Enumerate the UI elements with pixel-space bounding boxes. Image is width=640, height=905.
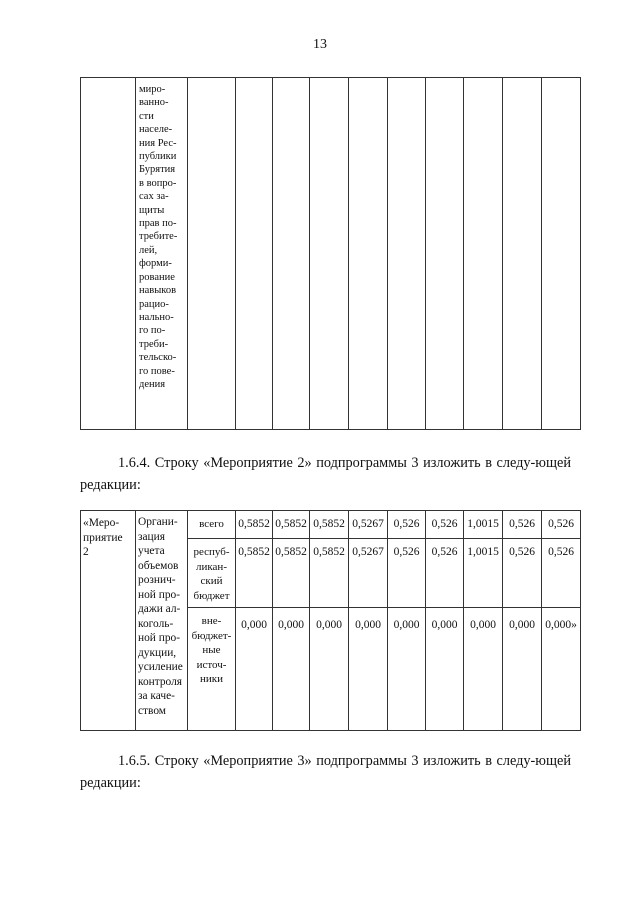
table-cell-empty — [349, 78, 388, 430]
value-cell: 0,5852 — [236, 539, 273, 608]
text-line: населе- — [139, 124, 173, 136]
value-cell: 0,5267 — [349, 539, 388, 608]
text-line: Бурятия — [139, 164, 176, 176]
value-cell: 0,000 — [236, 608, 273, 731]
funding-source-cell — [188, 511, 236, 539]
text-line: за каче- — [138, 690, 175, 702]
text-line: приятие — [83, 531, 123, 544]
table-cell-empty — [273, 78, 310, 430]
text-line: дукции, — [138, 646, 177, 659]
text-line: контроля — [138, 675, 183, 688]
text-line: бюджет — [193, 589, 230, 602]
text-line: нально- — [139, 311, 174, 323]
value-cell: 0,5852 — [273, 539, 310, 608]
value-cell: 0,526 — [388, 539, 426, 608]
text-line: ством — [138, 704, 167, 717]
table-cell-empty — [388, 78, 426, 430]
text-line: рацио- — [139, 298, 169, 310]
measure-name-cell — [81, 511, 136, 731]
value-cell: 0,526 — [503, 539, 542, 608]
text-line: «Меро- — [83, 517, 120, 529]
text-line: ния Рес- — [139, 137, 177, 149]
table-cell-empty — [464, 78, 503, 430]
text-line: миро- — [139, 84, 166, 95]
value-cell: 0,5852 — [310, 511, 349, 539]
table-cell-empty — [426, 78, 464, 430]
table-cell-empty — [81, 78, 136, 430]
text-line: бюджет- — [191, 629, 232, 642]
value-cell: 0,526 — [542, 539, 581, 608]
text-line: ники — [199, 673, 223, 685]
table-row — [81, 511, 581, 539]
text-line: го по- — [139, 325, 166, 337]
value-cell: 0,000 — [310, 608, 349, 731]
text-line: сти — [139, 110, 154, 122]
table-cell-description — [136, 78, 188, 430]
text-line: лей, — [139, 244, 158, 256]
text-line: источ- — [196, 658, 227, 671]
value-cell: 0,5852 — [236, 511, 273, 539]
text-line: объемов — [138, 559, 179, 572]
value-cell: 0,526 — [388, 511, 426, 539]
text-line: ные — [202, 644, 221, 656]
text-line: ликан- — [196, 560, 227, 573]
value-cell: 0,000 — [464, 608, 503, 731]
text-line: ной про- — [138, 632, 181, 644]
text-line: требите- — [139, 231, 178, 243]
text-line: всего — [199, 518, 224, 530]
text-line: тельско- — [139, 352, 177, 364]
text-line: форми- — [139, 258, 172, 270]
text-line: Органи- — [138, 516, 178, 528]
table-row — [81, 78, 581, 430]
value-cell: 0,5852 — [310, 539, 349, 608]
table-cell-empty — [236, 78, 273, 430]
text-line: 2 — [83, 546, 89, 558]
text-line: щиты — [139, 204, 165, 216]
value-cell: 0,000 — [273, 608, 310, 731]
text-line: ванно- — [139, 97, 169, 109]
value-cell: 0,5852 — [273, 511, 310, 539]
text-line: го пове- — [139, 365, 175, 377]
funding-source-cell — [188, 608, 236, 731]
text-line: учета — [138, 545, 165, 557]
table-cell-empty — [188, 78, 236, 430]
description-text — [136, 78, 187, 391]
page-number: 13 — [313, 37, 327, 52]
value-cell: 1,0015 — [464, 539, 503, 608]
text-line: рование — [139, 271, 175, 283]
value-cell: 0,000» — [542, 608, 581, 731]
paragraph-1-6-5: 1.6.5. Строку «Мероприятие 3» подпрограммы 3 изложить в следу-ющей редакции: — [80, 753, 571, 791]
table-cell-empty — [542, 78, 581, 430]
table-cell-empty — [310, 78, 349, 430]
funding-source-cell — [188, 539, 236, 608]
text-line: дения — [139, 378, 166, 390]
text-line: сах за- — [139, 191, 169, 203]
text-line: публики — [139, 151, 177, 163]
value-cell: 0,000 — [503, 608, 542, 731]
value-cell: 0,000 — [388, 608, 426, 731]
value-cell: 0,526 — [542, 511, 581, 539]
value-cell: 1,0015 — [464, 511, 503, 539]
value-cell: 0,5267 — [349, 511, 388, 539]
text-line: рознич- — [138, 574, 176, 586]
text-line: вне- — [201, 615, 222, 627]
value-cell: 0,000 — [426, 608, 464, 731]
value-cell: 0,526 — [426, 539, 464, 608]
value-cell: 0,526 — [503, 511, 542, 539]
text-line: в вопро- — [139, 177, 177, 189]
text-line: зация — [138, 530, 165, 543]
paragraph-1-6-4: 1.6.4. Строку «Мероприятие 2» подпрограммы 3 изложить в следу-ющей редакции: — [80, 455, 571, 493]
text-line: дажи ал- — [138, 603, 181, 615]
text-line: ский — [200, 575, 223, 587]
text-line: прав по- — [139, 218, 177, 230]
text-line: ной про- — [138, 588, 181, 601]
text-line: усиление — [138, 661, 183, 673]
measure-2-table — [80, 510, 581, 731]
value-cell: 0,000 — [349, 608, 388, 731]
text-line: навыков — [139, 285, 177, 297]
table-cell-empty — [503, 78, 542, 430]
text-line: респуб- — [193, 546, 230, 558]
continuation-table — [80, 77, 581, 430]
measure-description-cell — [136, 511, 188, 731]
text-line: треби- — [139, 338, 169, 350]
value-cell: 0,526 — [426, 511, 464, 539]
text-line: коголь- — [138, 617, 174, 630]
